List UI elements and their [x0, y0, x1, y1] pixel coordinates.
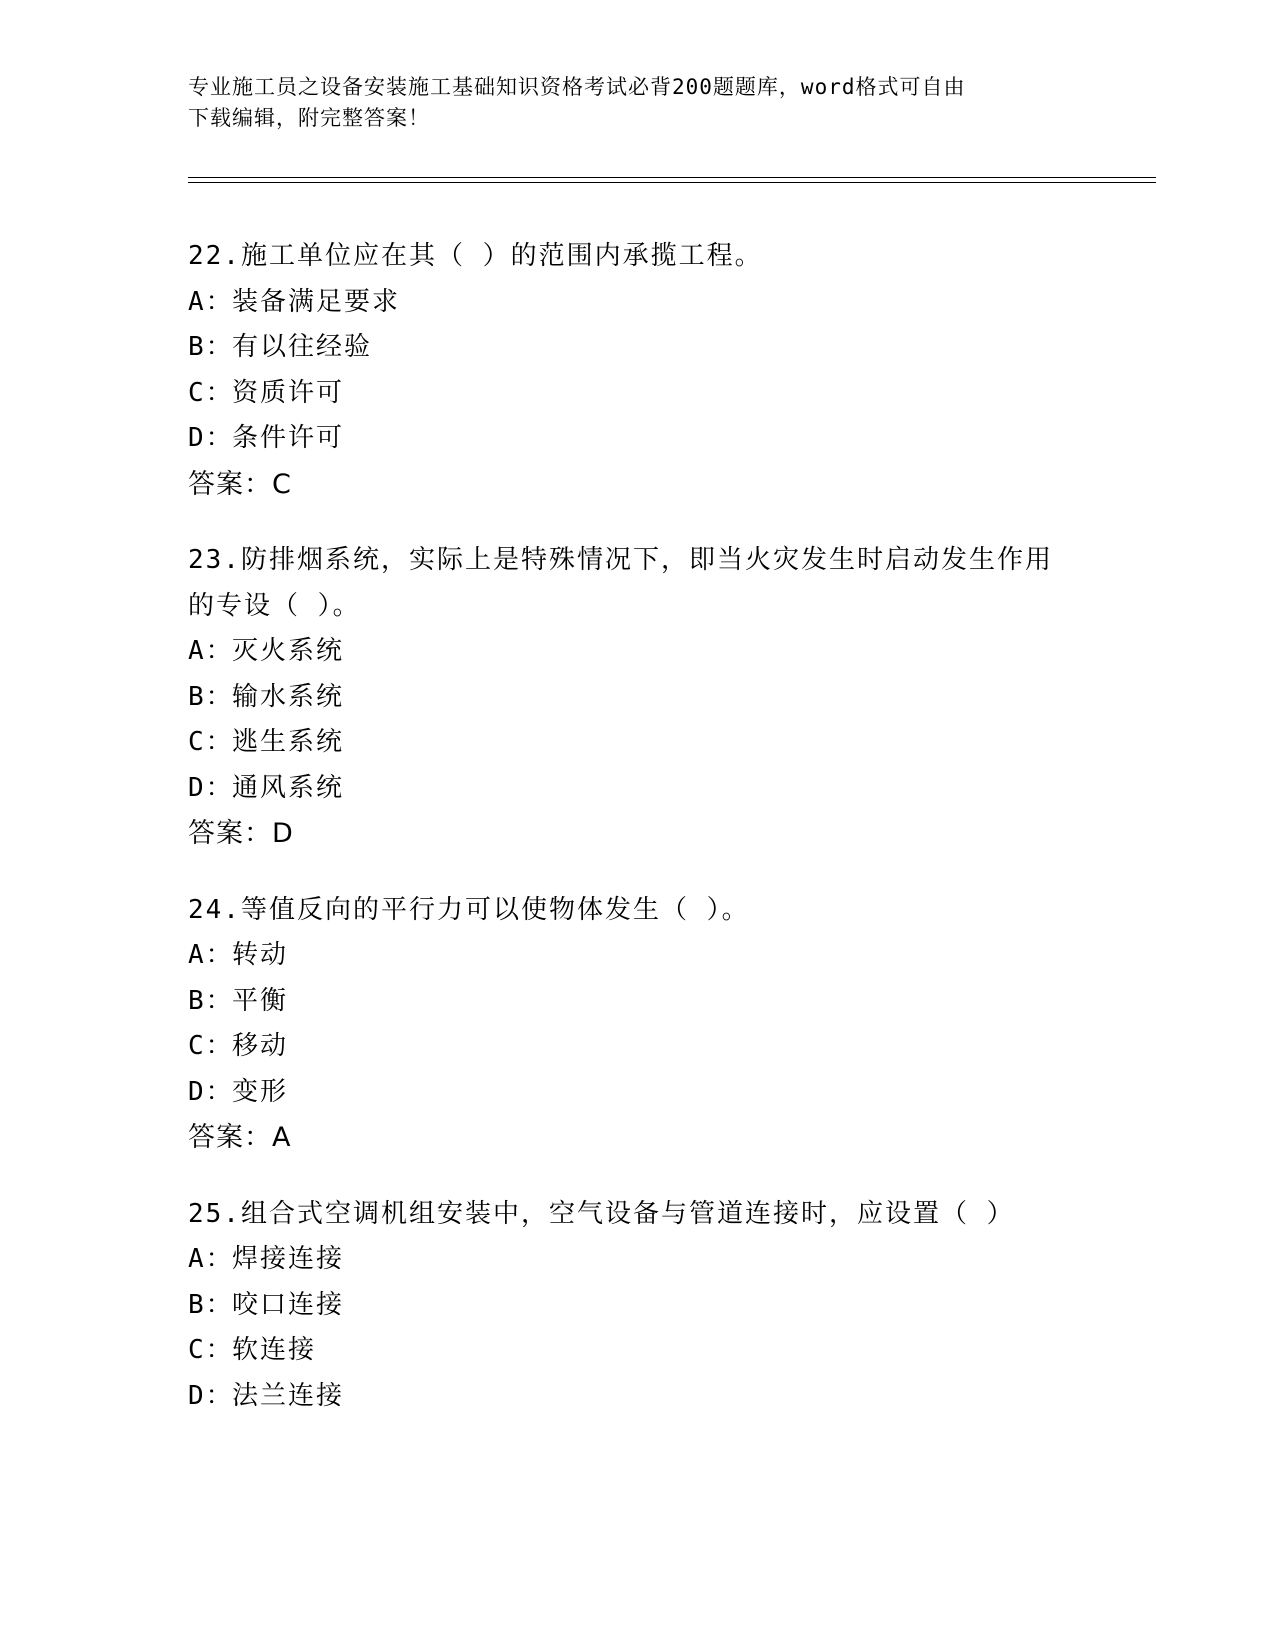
option-text: 逃生系统	[232, 727, 345, 757]
question-22	[188, 234, 1088, 507]
option-key: A：	[188, 1244, 234, 1274]
option-key: C：	[188, 377, 234, 408]
option-text: 咬口连接	[232, 1289, 345, 1320]
option-key: D：	[188, 1076, 234, 1107]
option-text: 平衡	[232, 985, 289, 1016]
option-key: C：	[188, 1335, 234, 1365]
option-key: B：	[188, 332, 234, 362]
question-25	[188, 1192, 1088, 1420]
option-a	[188, 629, 1088, 675]
answer-line: 答案：A	[188, 1122, 292, 1153]
option-d	[188, 416, 1088, 462]
question-stem-line: 24.等值反向的平行力可以使物体发生（ ）。	[188, 894, 750, 925]
option-text: 变形	[232, 1076, 289, 1107]
option-text: 移动	[232, 1031, 289, 1061]
question-stem-line: 的专设（ ）。	[188, 590, 361, 621]
option-key: A：	[188, 286, 234, 317]
header-divider-top	[188, 177, 1156, 178]
option-key: D：	[188, 423, 234, 453]
option-text: 通风系统	[232, 772, 345, 803]
document-header	[188, 72, 1078, 134]
option-key: D：	[188, 1380, 234, 1411]
option-key: A：	[188, 636, 234, 666]
option-text: 资质许可	[232, 377, 345, 408]
option-text: 有以往经验	[232, 332, 373, 362]
option-key: A：	[188, 940, 234, 970]
option-d	[188, 766, 1088, 812]
answer-line: 答案：C	[188, 468, 292, 500]
question-stem-line: 22.施工单位应在其（ ）的范围内承揽工程。	[188, 241, 763, 271]
option-text: 输水系统	[232, 681, 345, 712]
option-c	[188, 720, 1088, 766]
option-d	[188, 1070, 1088, 1116]
option-text: 转动	[232, 940, 289, 970]
header-line-2: 下载编辑，附完整答案！	[188, 106, 430, 130]
option-c	[188, 1024, 1088, 1070]
option-key: C：	[188, 1031, 234, 1061]
question-24	[188, 888, 1088, 1161]
option-key: C：	[188, 727, 234, 757]
option-key: B：	[188, 681, 234, 712]
option-d	[188, 1374, 1088, 1420]
header-divider-bottom	[188, 182, 1156, 183]
option-text: 条件许可	[232, 423, 345, 453]
option-text: 焊接连接	[232, 1244, 345, 1274]
option-c	[188, 371, 1088, 417]
question-stem-line: 25.组合式空调机组安装中，空气设备与管道连接时，应设置（ ）	[188, 1198, 1015, 1229]
option-b	[188, 325, 1088, 371]
option-a	[188, 933, 1088, 979]
option-key: D：	[188, 772, 234, 803]
header-line-1: 专业施工员之设备安装施工基础知识资格考试必背200题题库，word格式可自由	[188, 75, 966, 99]
option-c	[188, 1328, 1088, 1374]
option-a	[188, 1237, 1088, 1283]
option-key: B：	[188, 985, 234, 1016]
option-text: 灭火系统	[232, 636, 345, 666]
option-a	[188, 280, 1088, 326]
option-b	[188, 979, 1088, 1025]
question-23	[188, 538, 1088, 857]
option-text: 装备满足要求	[232, 286, 401, 317]
answer-line: 答案：D	[188, 818, 294, 849]
question-list	[188, 234, 1088, 1450]
option-b	[188, 1283, 1088, 1329]
question-stem-line: 23.防排烟系统，实际上是特殊情况下，即当火灾发生时启动发生作用	[188, 545, 1053, 575]
option-text: 法兰连接	[232, 1380, 345, 1411]
option-text: 软连接	[232, 1335, 317, 1365]
option-b	[188, 675, 1088, 721]
option-key: B：	[188, 1289, 234, 1320]
